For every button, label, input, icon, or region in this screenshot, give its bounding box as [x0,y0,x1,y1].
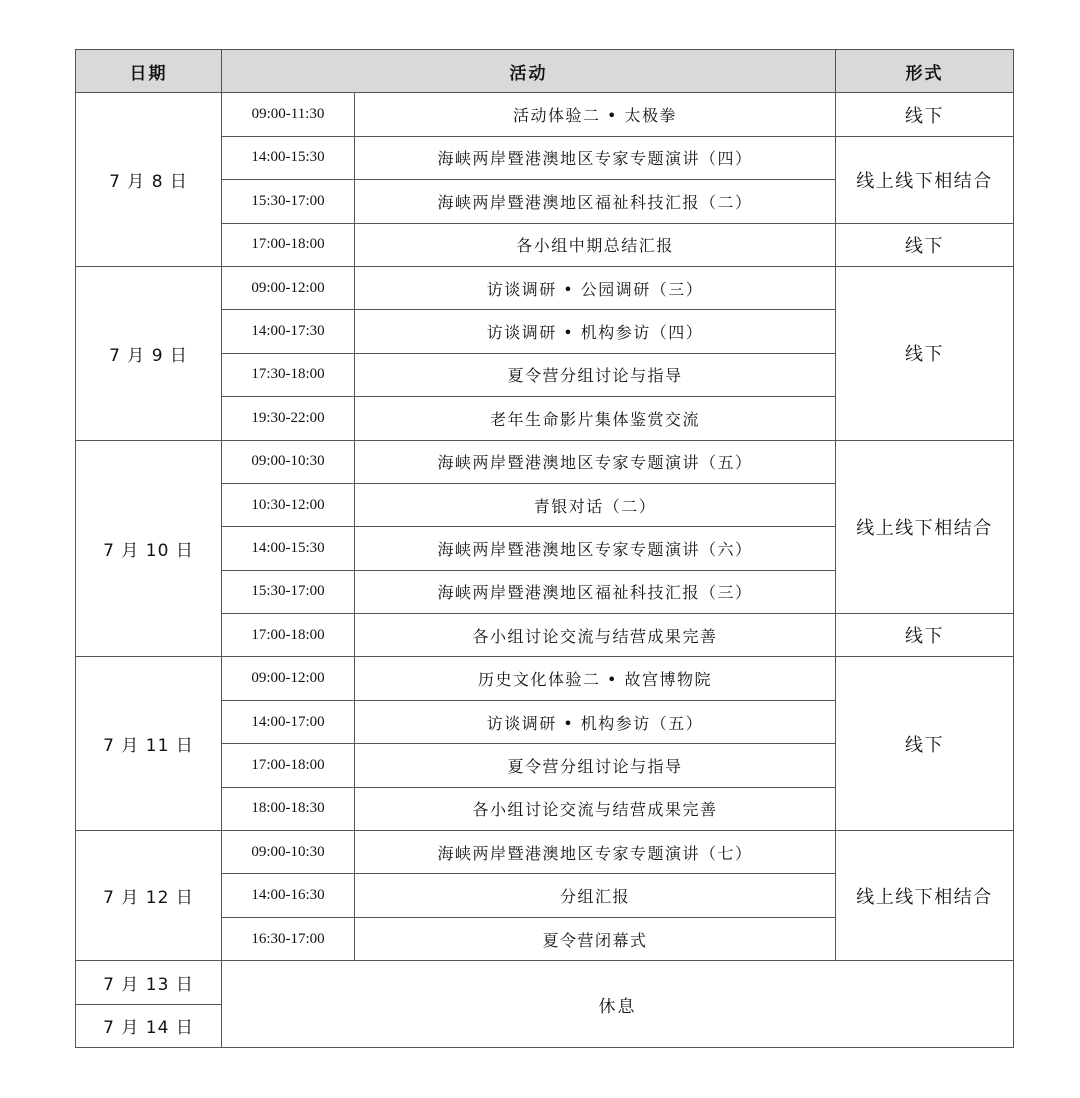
schedule-table [75,49,1014,1048]
activity-cell: 夏令营闭幕式 [355,917,836,960]
form-cell: 线上线下相结合 [836,136,1014,223]
activity-cell: 活动体验二 • 太极拳 [355,93,836,136]
time-cell: 09:00-11:30 [222,93,355,136]
activity-cell: 夏令营分组讨论与指导 [355,744,836,787]
form-cell: 线下 [836,223,1014,266]
schedule-row [76,440,1014,483]
activity-cell: 各小组中期总结汇报 [355,223,836,266]
form-cell: 线下 [836,657,1014,831]
schedule-row [76,93,1014,136]
schedule-row [76,266,1014,309]
activity-cell: 各小组讨论交流与结营成果完善 [355,787,836,830]
form-cell: 线上线下相结合 [836,440,1014,614]
activity-cell: 海峡两岸暨港澳地区专家专题演讲（七） [355,831,836,874]
activity-cell: 历史文化体验二 • 故宫博物院 [355,657,836,700]
rest-row [76,961,1014,1004]
activity-cell: 海峡两岸暨港澳地区福祉科技汇报（二） [355,180,836,223]
time-cell: 15:30-17:00 [222,570,355,613]
time-cell: 14:00-15:30 [222,136,355,179]
date-cell: 7 月 14 日 [76,1004,222,1047]
time-cell: 19:30-22:00 [222,397,355,440]
activity-cell: 访谈调研 • 机构参访（五） [355,700,836,743]
time-cell: 14:00-17:30 [222,310,355,353]
activity-cell: 海峡两岸暨港澳地区专家专题演讲（四） [355,136,836,179]
time-cell: 15:30-17:00 [222,180,355,223]
activity-cell: 海峡两岸暨港澳地区福祉科技汇报（三） [355,570,836,613]
time-cell: 17:00-18:00 [222,614,355,657]
time-cell: 09:00-12:00 [222,657,355,700]
activity-cell: 老年生命影片集体鉴赏交流 [355,397,836,440]
schedule-row [76,831,1014,874]
header-activity: 活动 [222,50,836,93]
activity-cell: 青银对话（二） [355,483,836,526]
header-date: 日期 [76,50,222,93]
header-form: 形式 [836,50,1014,93]
time-cell: 09:00-10:30 [222,440,355,483]
time-cell: 14:00-15:30 [222,527,355,570]
date-cell: 7 月 12 日 [76,831,222,961]
time-cell: 09:00-10:30 [222,831,355,874]
activity-cell: 海峡两岸暨港澳地区专家专题演讲（六） [355,527,836,570]
activity-cell: 各小组讨论交流与结营成果完善 [355,614,836,657]
activity-cell: 夏令营分组讨论与指导 [355,353,836,396]
time-cell: 10:30-12:00 [222,483,355,526]
time-cell: 09:00-12:00 [222,266,355,309]
time-cell: 14:00-17:00 [222,700,355,743]
schedule-body [76,93,1014,1048]
time-cell: 17:30-18:00 [222,353,355,396]
schedule-row [76,657,1014,700]
rest-cell: 休息 [222,961,1014,1048]
form-cell: 线上线下相结合 [836,831,1014,961]
activity-cell: 分组汇报 [355,874,836,917]
date-cell: 7 月 10 日 [76,440,222,657]
form-cell: 线下 [836,266,1014,440]
time-cell: 18:00-18:30 [222,787,355,830]
time-cell: 16:30-17:00 [222,917,355,960]
time-cell: 17:00-18:00 [222,744,355,787]
activity-cell: 访谈调研 • 公园调研（三） [355,266,836,309]
date-cell: 7 月 8 日 [76,93,222,267]
date-cell: 7 月 13 日 [76,961,222,1004]
activity-cell: 海峡两岸暨港澳地区专家专题演讲（五） [355,440,836,483]
time-cell: 17:00-18:00 [222,223,355,266]
form-cell: 线下 [836,93,1014,136]
date-cell: 7 月 11 日 [76,657,222,831]
time-cell: 14:00-16:30 [222,874,355,917]
form-cell: 线下 [836,614,1014,657]
header-row [76,50,1014,93]
activity-cell: 访谈调研 • 机构参访（四） [355,310,836,353]
date-cell: 7 月 9 日 [76,266,222,440]
